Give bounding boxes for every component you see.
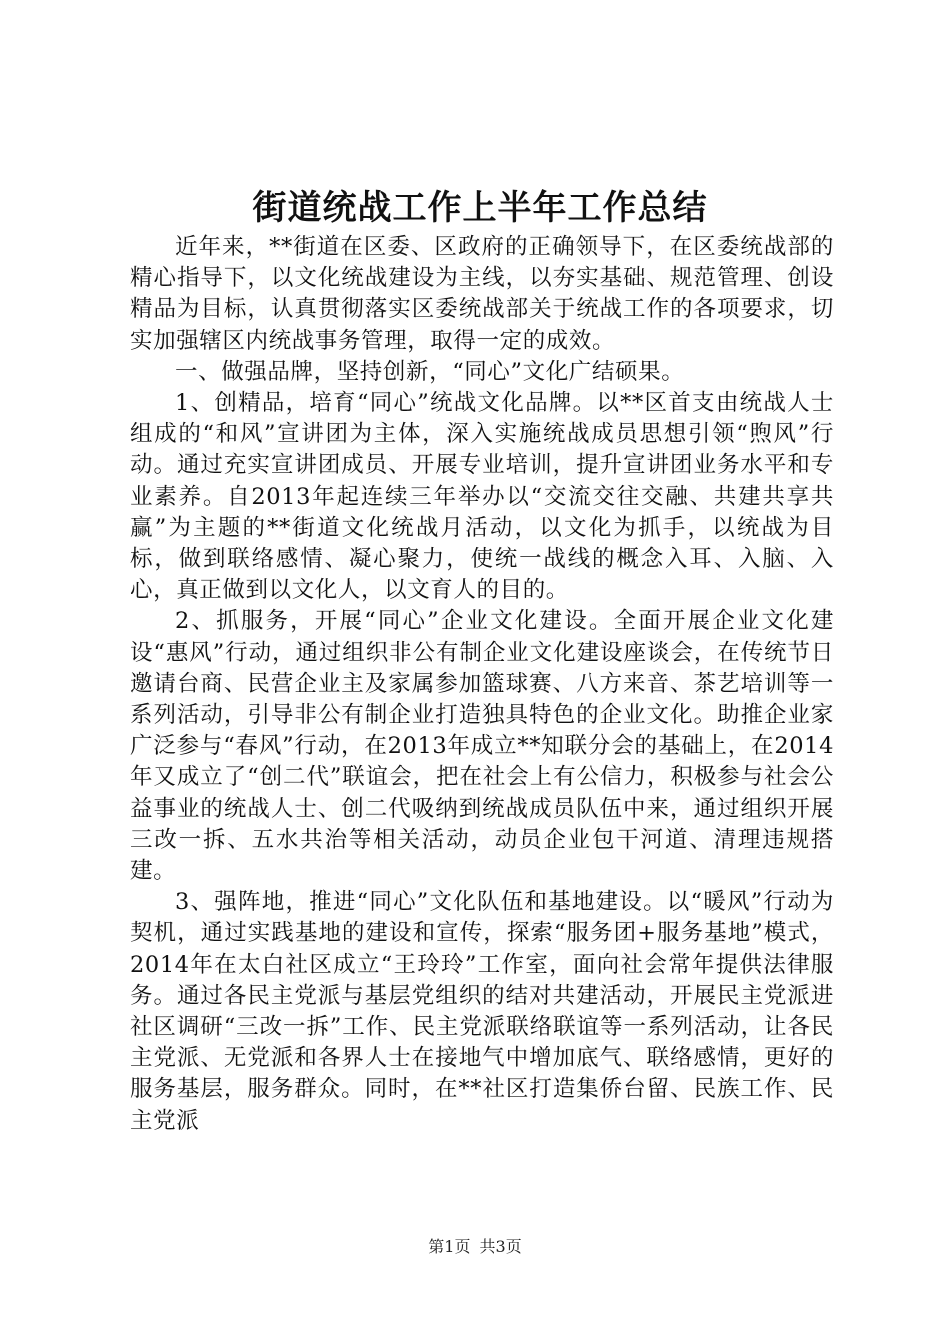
paragraph-intro: 近年来，**街道在区委、区政府的正确领导下，在区委统战部的精心指导下，以文化统战建设为主线，以夯实基础、规范管理、创设精品为目标，认真贯彻落实区委统战部关于统战工作的各项要求，切实加强辖区内统战事务管理，取得一定的成效。 <box>130 234 834 354</box>
page-footer <box>0 1236 950 1258</box>
paragraph-item-1: 1、创精品，培育“同心”统战文化品牌。以**区首支由统战人士组成的“和风”宣讲团为主体，深入实施统战成员思想引领“煦风”行动。通过充实宣讲团成员、开展专业培训，提升宣讲团业务水平和专业素养。自2013年起连续三年举办以“交流交往交融、共建共享共赢”为主题的**街道文化统战月活动，以文化为抓手，以统战为目标，做到联络感情、凝心聚力，使统一战线的概念入耳、入脑、入心，真正做到以文化人，以文育人的目的。 <box>130 390 834 604</box>
paragraph-item-3: 3、强阵地，推进“同心”文化队伍和基地建设。以“暖风”行动为契机，通过实践基地的建设和宣传，探索“服务团+服务基地”模式，2014年在太白社区成立“王玲玲”工作室，面向社会常年提供法律服务。通过各民主党派与基层党组织的结对共建活动，开展民主党派进社区调研“三改一拆”工作、民主党派联络联谊等一系列活动，让各民主党派、无党派和各界人士在接地气中增加底气、联络感情，更好的服务基层，服务群众。同时，在**社区打造集侨台留、民族工作、民主党派 <box>130 889 834 1134</box>
document-title: 街道统战工作上半年工作总结 <box>252 188 708 228</box>
paragraph-item-2: 2、抓服务，开展“同心”企业文化建设。全面开展企业文化建设“惠风”行动，通过组织非公有制企业文化建设座谈会，在传统节日邀请台商、民营企业主及家属参加篮球赛、八方来音、茶艺培训等一系列活动，引导非公有制企业打造独具特色的企业文化。助推企业家广泛参与“春风”行动，在2013年成立**知联分会的基础上，在2014年又成立了“创二代”联谊会，把在社会上有公信力，积极参与社会公益事业的统战人士、创二代吸纳到统战成员队伍中来，通过组织开展三改一拆、五水共治等相关活动，动员企业包干河道、清理违规搭建。 <box>130 608 834 885</box>
document-body <box>130 232 834 1137</box>
page-total: 共3页 <box>479 1237 522 1256</box>
section-heading-1: 一、做强品牌，坚持创新，“同心”文化广结硕果。 <box>175 358 685 385</box>
page-number: 第1页 <box>428 1237 471 1256</box>
